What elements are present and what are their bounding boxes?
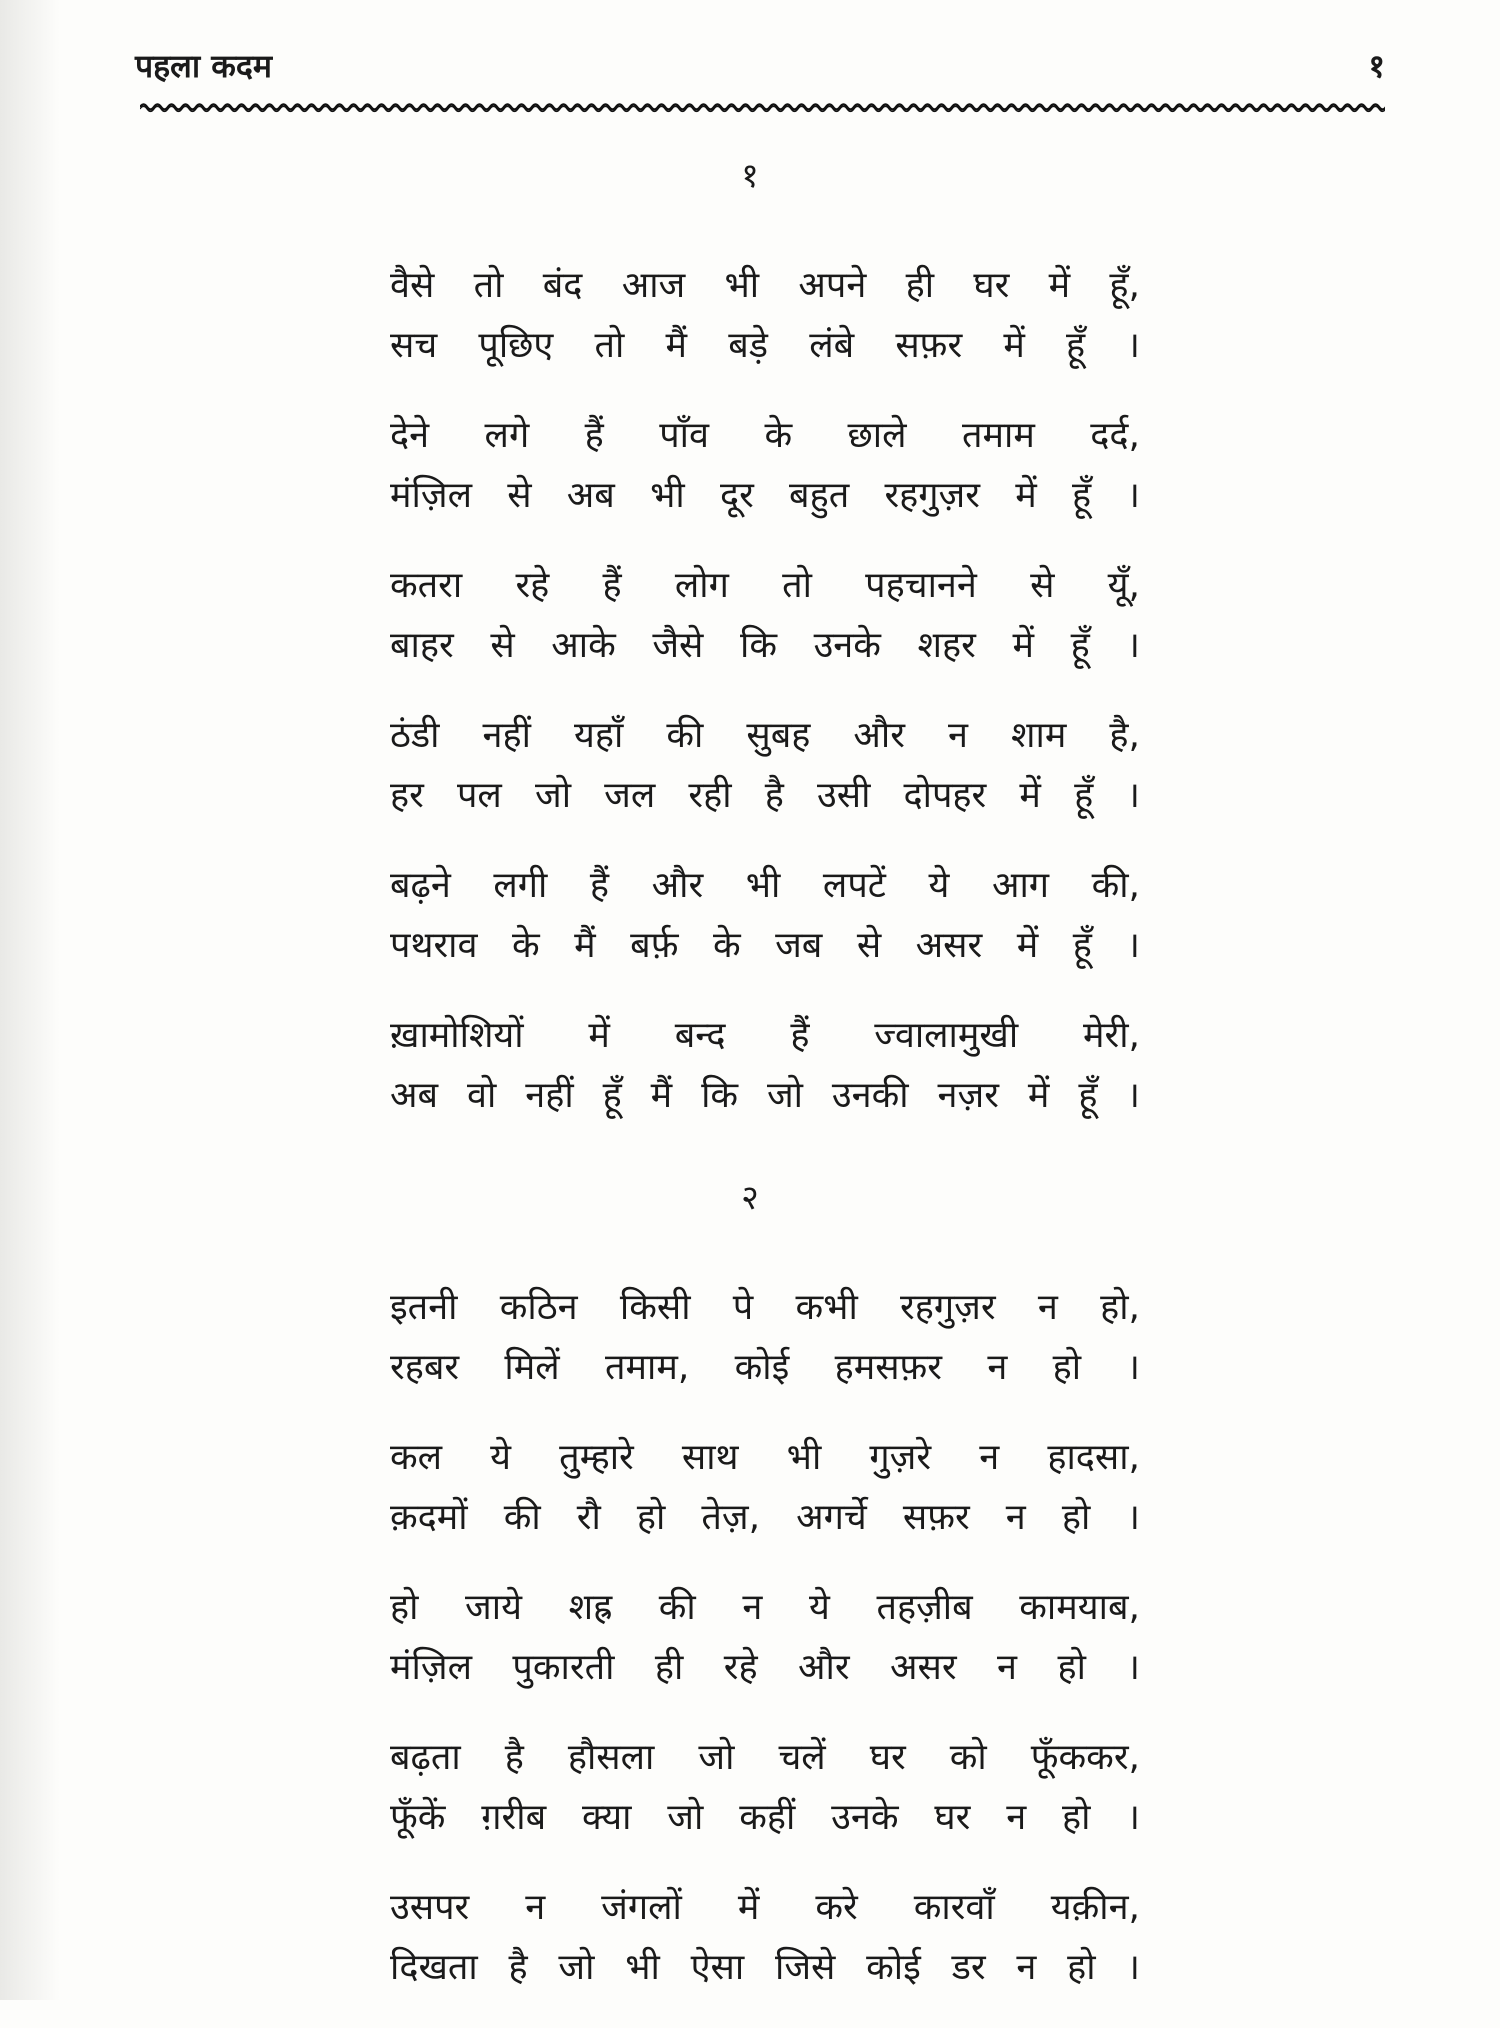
couplet bbox=[390, 556, 1140, 676]
couplet bbox=[390, 1878, 1140, 1998]
couplet bbox=[390, 1428, 1140, 1548]
verse-line: फूँकें ग़रीब क्या जो कहीं उनके घर न हो । bbox=[390, 1797, 1140, 1838]
verse-line: बाहर से आके जैसे कि उनके शहर में हूँ । bbox=[390, 625, 1140, 666]
page-number: १ bbox=[1368, 47, 1385, 85]
verse-line: इतनी कठिन किसी पे कभी रहगुज़र न हो, bbox=[390, 1287, 1140, 1328]
verse-line: ठंडी नहीं यहाँ की सुबह और न शाम है, bbox=[390, 715, 1140, 756]
verse-line: उसपर न जंगलों में करे कारवाँ यक़ीन, bbox=[390, 1887, 1140, 1928]
running-title: पहला कदम bbox=[135, 47, 272, 85]
verse-line: हर पल जो जल रही है उसी दोपहर में हूँ । bbox=[390, 775, 1140, 816]
poem-number: २ bbox=[741, 1178, 759, 1218]
verse-line: मंज़िल पुकारती ही रहे और असर न हो । bbox=[390, 1647, 1140, 1688]
poem-1 bbox=[390, 148, 1140, 1156]
verse-line: पथराव के मैं बर्फ़ के जब से असर में हूँ । bbox=[390, 925, 1140, 966]
verse-line: दिखता है जो भी ऐसा जिसे कोई डर न हो । bbox=[390, 1947, 1140, 1988]
verse-line: वैसे तो बंद आज भी अपने ही घर में हूँ, bbox=[390, 265, 1140, 306]
poem-2 bbox=[390, 1170, 1140, 2028]
couplet bbox=[390, 856, 1140, 976]
verse-line: सच पूछिए तो मैं बड़े लंबे सफ़र में हूँ । bbox=[390, 325, 1140, 366]
couplet bbox=[390, 1728, 1140, 1848]
verse-line: ख़ामोशियों में बन्द हैं ज्वालामुखी मेरी, bbox=[390, 1015, 1140, 1056]
page-header bbox=[135, 44, 1385, 104]
page-shadow bbox=[0, 0, 60, 2000]
verse-line: कल ये तुम्हारे साथ भी गुज़रे न हादसा, bbox=[390, 1437, 1140, 1478]
poem-number: १ bbox=[741, 156, 759, 196]
couplet bbox=[390, 1578, 1140, 1698]
verse-line: कतरा रहे हैं लोग तो पहचानने से यूँ, bbox=[390, 565, 1140, 606]
couplet bbox=[390, 406, 1140, 526]
couplet bbox=[390, 1278, 1140, 1398]
verse-line: देने लगे हैं पाँव के छाले तमाम दर्द, bbox=[390, 415, 1140, 456]
verse-line: बढ़ने लगी हैं और भी लपटें ये आग की, bbox=[390, 865, 1140, 906]
decorative-wavy-rule bbox=[140, 100, 1385, 114]
couplet bbox=[390, 256, 1140, 376]
couplet bbox=[390, 1006, 1140, 1126]
verse-line: रहबर मिलें तमाम, कोई हमसफ़र न हो । bbox=[390, 1347, 1140, 1388]
verse-line: क़दमों की रौ हो तेज़, अगर्चे सफ़र न हो । bbox=[390, 1497, 1140, 1538]
verse-line: हो जाये शह्र की न ये तहज़ीब कामयाब, bbox=[390, 1587, 1140, 1628]
verse-line: मंज़िल से अब भी दूर बहुत रहगुज़र में हूँ । bbox=[390, 475, 1140, 516]
couplet bbox=[390, 706, 1140, 826]
verse-line: अब वो नहीं हूँ मैं कि जो उनकी नज़र में हूँ । bbox=[390, 1075, 1140, 1116]
verse-line: बढ़ता है हौसला जो चलें घर को फूँककर, bbox=[390, 1737, 1140, 1778]
